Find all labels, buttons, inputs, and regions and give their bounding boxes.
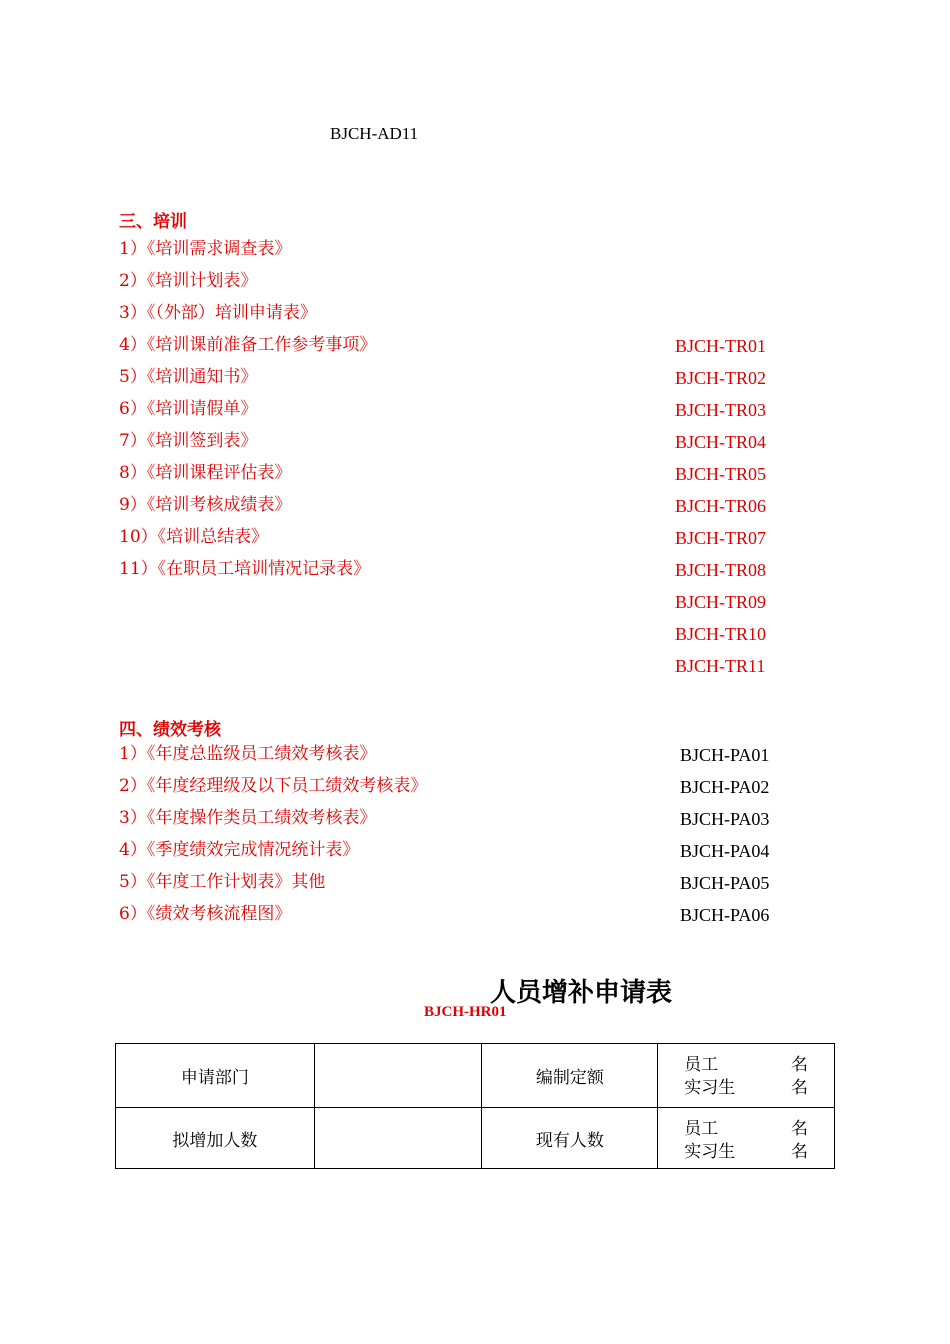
performance-code: BJCH-PA05: [680, 873, 770, 893]
label-proposed-increase: 拟增加人数: [116, 1108, 315, 1169]
performance-code: BJCH-PA03: [680, 809, 770, 829]
intern-label: 实习生: [684, 1078, 736, 1098]
label-applying-department: 申请部门: [116, 1044, 315, 1108]
performance-item: 4）《季度绩效完成情况统计表》: [119, 840, 360, 860]
table-row: [116, 1044, 835, 1108]
training-code: BJCH-TR09: [675, 592, 767, 612]
unit-label: 名: [791, 1142, 808, 1162]
proposed-increase-field[interactable]: [314, 1108, 482, 1169]
training-item: 8）《培训课程评估表》: [119, 463, 292, 483]
performance-item: 2）《年度经理级及以下员工绩效考核表》: [119, 776, 428, 796]
training-item: 7）《培训签到表》: [119, 431, 258, 451]
intern-label: 实习生: [684, 1142, 736, 1162]
training-code: BJCH-TR07: [675, 528, 767, 548]
section-title-performance: 四、绩效考核: [119, 720, 221, 740]
unit-label: 名: [791, 1078, 808, 1098]
performance-item: 5）《年度工作计划表》其他: [119, 872, 326, 892]
performance-item: 1）《年度总监级员工绩效考核表》: [119, 744, 377, 764]
staff-label: 员工: [684, 1119, 719, 1139]
training-code: BJCH-TR01: [675, 336, 767, 356]
unit-label: 名: [791, 1055, 808, 1075]
training-item: 5）《培训通知书》: [119, 367, 258, 387]
training-item: 3）《（外部）培训申请表》: [119, 303, 317, 323]
training-item: 9）《培训考核成绩表》: [119, 495, 292, 515]
training-item: 10）《培训总结表》: [119, 527, 269, 547]
training-code: BJCH-TR08: [675, 560, 767, 580]
staff-label: 员工: [684, 1055, 719, 1075]
performance-code: BJCH-PA06: [680, 905, 770, 925]
document-code-ad11: BJCH-AD11: [330, 124, 419, 143]
form-title: 人员增补申请表: [490, 978, 673, 1008]
training-code: BJCH-TR10: [675, 624, 767, 644]
label-current-headcount: 现有人数: [482, 1108, 658, 1169]
training-item: 6）《培训请假单》: [119, 399, 258, 419]
current-headcount-field[interactable]: [658, 1108, 835, 1169]
form-code: BJCH-HR01: [424, 1004, 507, 1020]
training-code: BJCH-TR04: [675, 432, 767, 452]
section-title-training: 三、培训: [119, 212, 187, 232]
training-item: 2）《培训计划表》: [119, 271, 258, 291]
headcount-quota-field[interactable]: [658, 1044, 835, 1108]
training-code: BJCH-TR11: [675, 656, 766, 676]
training-item: 1）《培训需求调查表》: [119, 239, 292, 259]
training-code: BJCH-TR05: [675, 464, 767, 484]
unit-label: 名: [791, 1119, 808, 1139]
performance-item: 3）《年度操作类员工绩效考核表》: [119, 808, 377, 828]
training-item: 4）《培训课前准备工作参考事项》: [119, 335, 377, 355]
training-code: BJCH-TR06: [675, 496, 767, 516]
label-headcount-quota: 编制定额: [482, 1044, 658, 1108]
training-code: BJCH-TR02: [675, 368, 767, 388]
performance-item: 6）《绩效考核流程图》: [119, 904, 292, 924]
performance-code: BJCH-PA02: [680, 777, 770, 797]
staffing-request-table: [115, 1043, 835, 1169]
training-item: 11）《在职员工培训情况记录表》: [119, 559, 371, 579]
applying-department-field[interactable]: [314, 1044, 482, 1108]
training-code: BJCH-TR03: [675, 400, 767, 420]
performance-code: BJCH-PA01: [680, 745, 770, 765]
table-row: [116, 1108, 835, 1169]
performance-code: BJCH-PA04: [680, 841, 770, 861]
